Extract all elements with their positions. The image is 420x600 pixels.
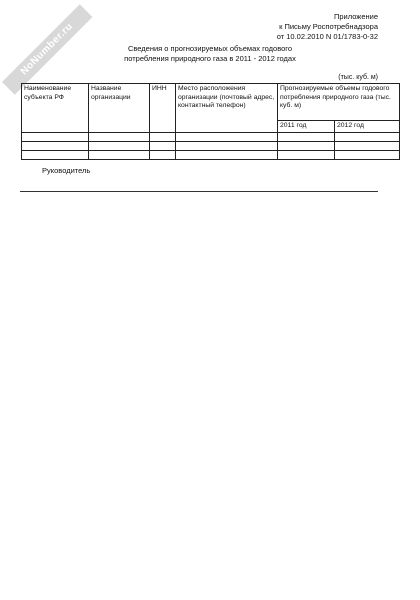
header-inn: ИНН xyxy=(150,84,176,133)
table-cell[interactable] xyxy=(278,132,335,141)
table-row xyxy=(22,132,400,141)
table-cell[interactable] xyxy=(150,132,176,141)
table-cell[interactable] xyxy=(335,141,400,150)
appendix-line-1: Приложение xyxy=(334,12,378,21)
table-cell[interactable] xyxy=(89,132,150,141)
appendix-reference xyxy=(277,12,378,42)
table-cell[interactable] xyxy=(89,150,150,159)
table-row xyxy=(22,141,400,150)
header-location: Место расположения организации (почтовый адрес, контактный телефон) xyxy=(176,84,278,133)
document-title xyxy=(60,44,360,64)
table-cell[interactable] xyxy=(89,141,150,150)
table-cell[interactable] xyxy=(22,141,89,150)
header-organization: Название организации xyxy=(89,84,150,133)
gas-consumption-table xyxy=(21,83,400,160)
header-year-2012: 2012 год xyxy=(335,121,400,133)
table-cell[interactable] xyxy=(150,150,176,159)
header-region: Наименование субъекта РФ xyxy=(22,84,89,133)
header-year-2011: 2011 год xyxy=(278,121,335,133)
table-cell[interactable] xyxy=(278,141,335,150)
header-forecast-volumes: Прогнозируемые объемы годового потребления природного газа (тыс. куб. м) xyxy=(278,84,400,121)
table-cell[interactable] xyxy=(335,150,400,159)
table-cell[interactable] xyxy=(176,150,278,159)
table-cell[interactable] xyxy=(176,141,278,150)
signature-line xyxy=(20,191,378,192)
table-cell[interactable] xyxy=(22,132,89,141)
title-line-1: Сведения о прогнозируемых объемах годового xyxy=(127,44,293,53)
units-label: (тыс. куб. м) xyxy=(338,74,378,81)
appendix-line-3: от 10.02.2010 N 01/1783-0-32 xyxy=(276,32,378,41)
table-cell[interactable] xyxy=(335,132,400,141)
table-cell[interactable] xyxy=(150,141,176,150)
appendix-line-2: к Письму Роспотребнадзора xyxy=(279,22,378,31)
watermark: NoNumber.ru xyxy=(2,4,93,95)
table-row xyxy=(22,150,400,159)
table-cell[interactable] xyxy=(22,150,89,159)
table-header-row xyxy=(22,84,400,121)
title-line-2: потребления природного газа в 2011 - 2012 годах xyxy=(124,54,296,63)
table-cell[interactable] xyxy=(278,150,335,159)
table-cell[interactable] xyxy=(176,132,278,141)
signature-label: Руководитель xyxy=(42,166,91,175)
